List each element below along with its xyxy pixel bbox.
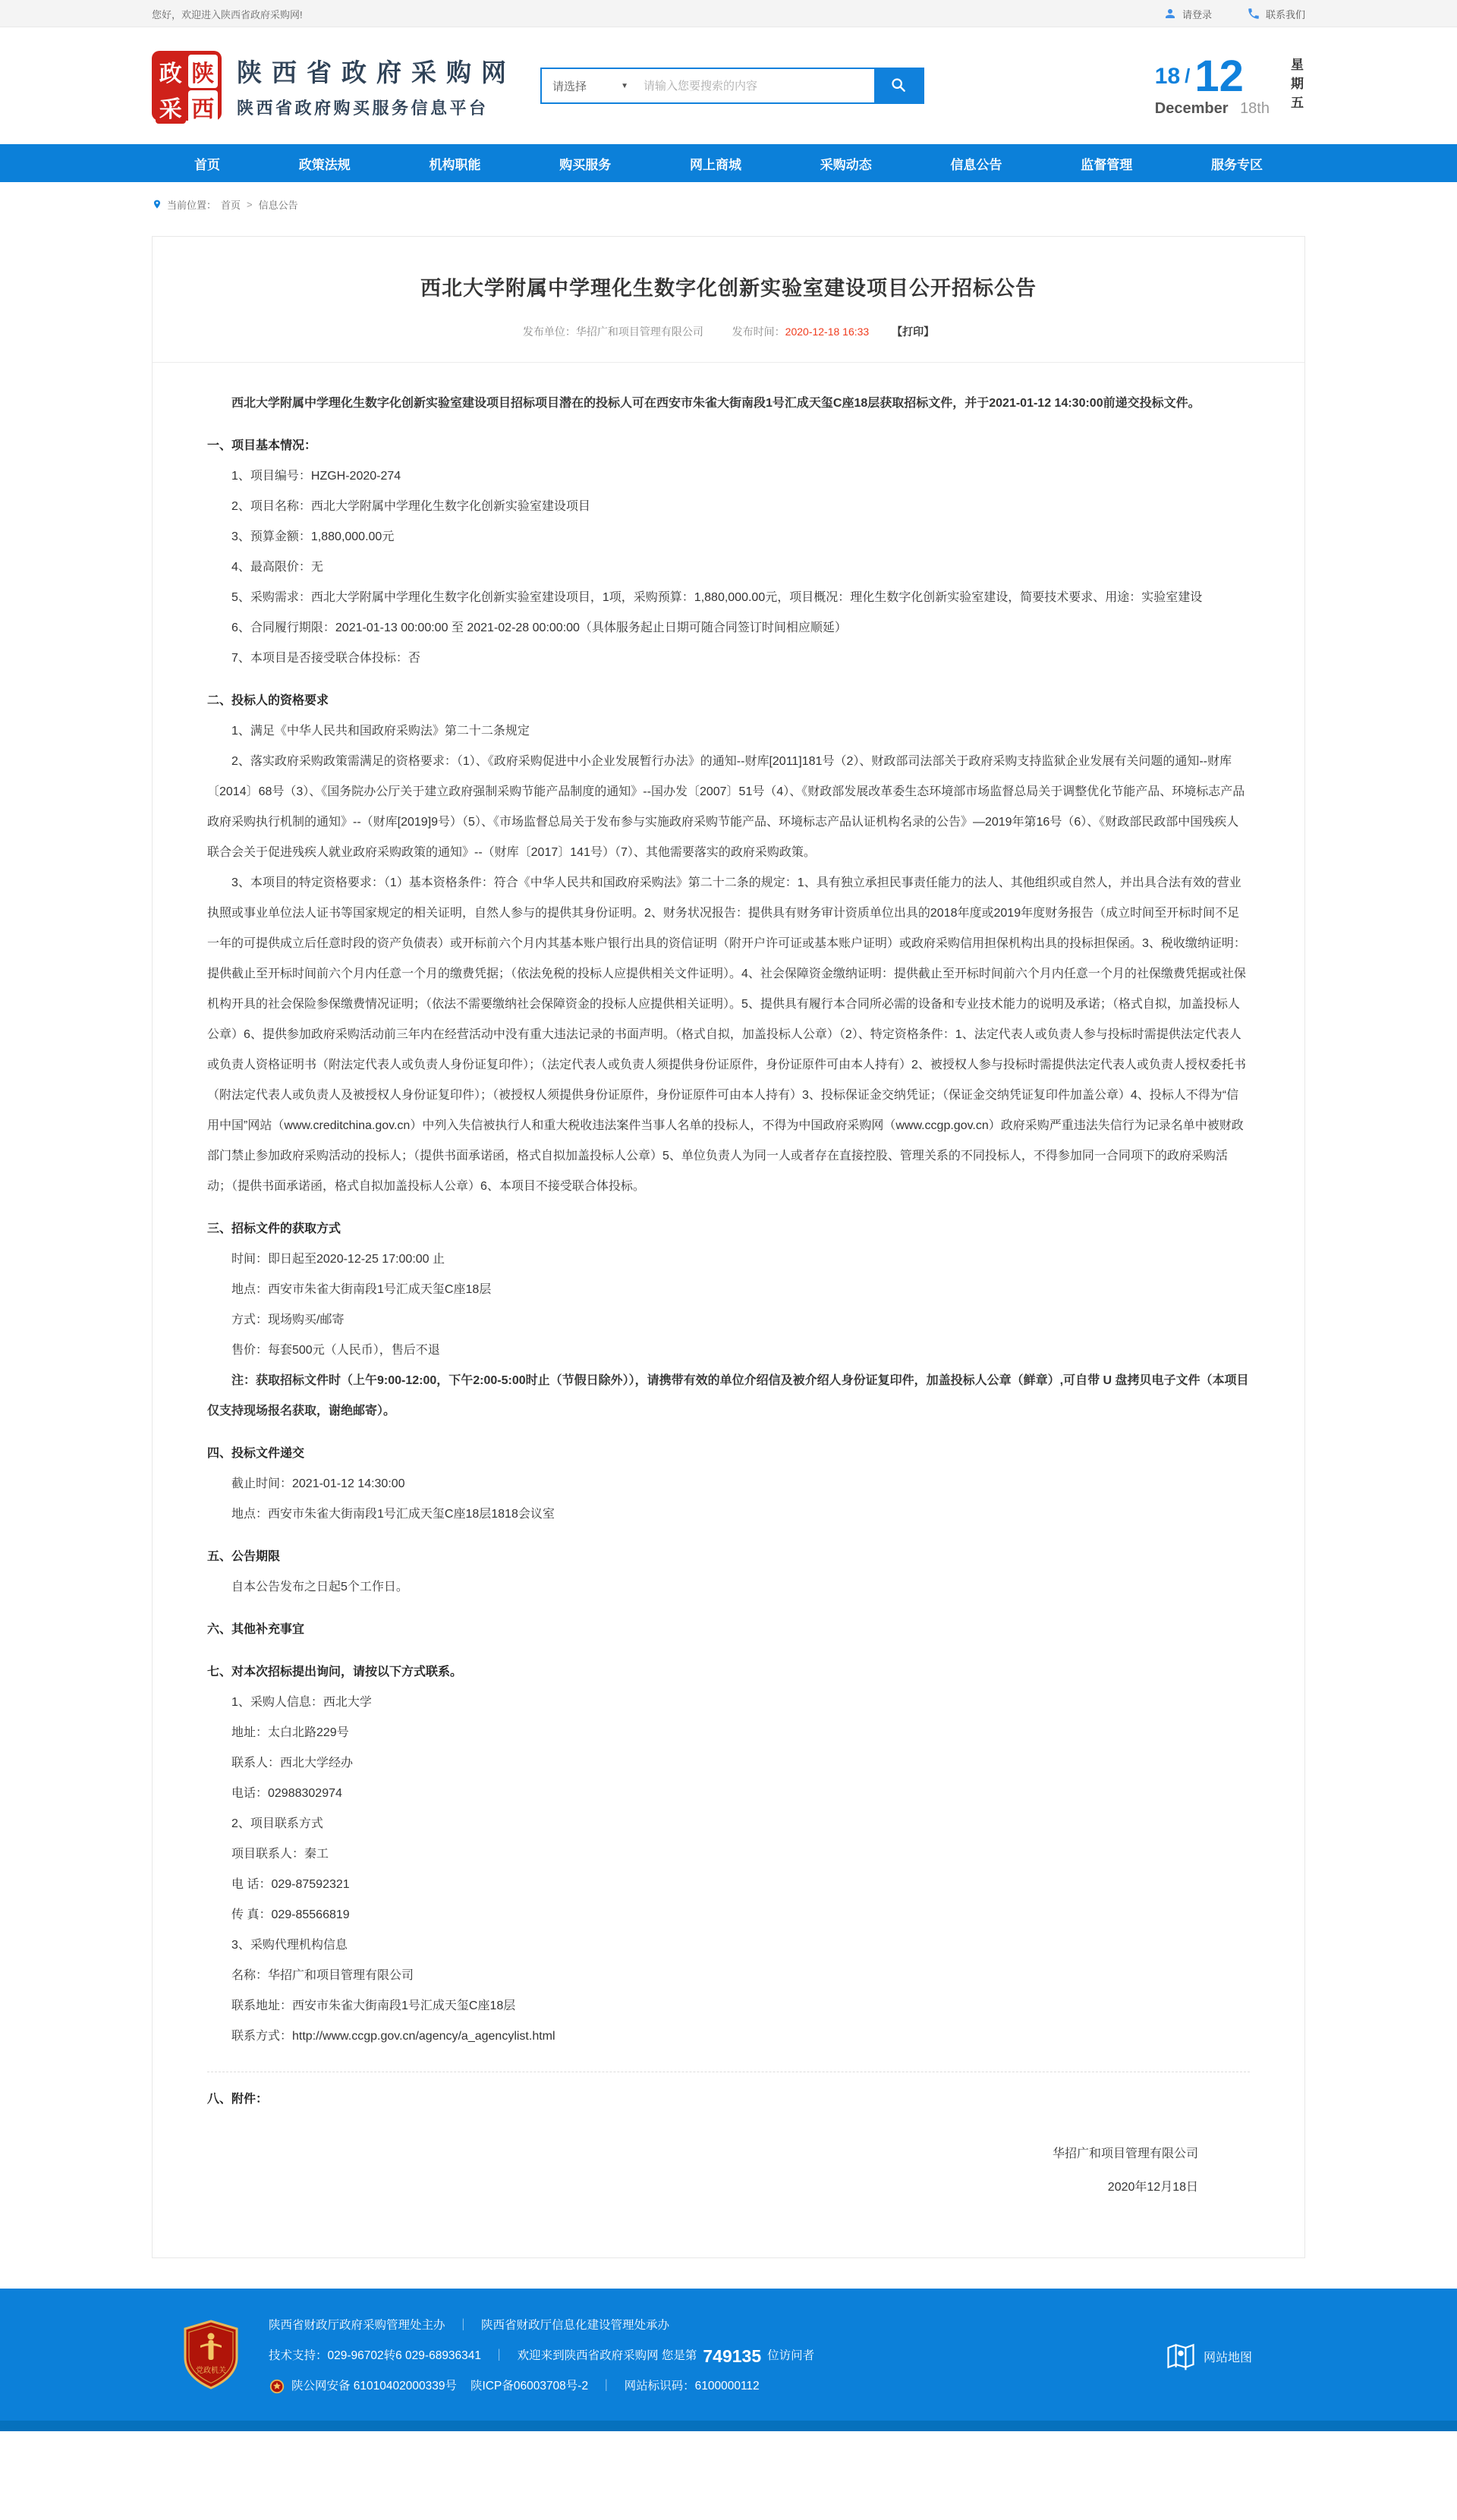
signature-block	[153, 2115, 1304, 2257]
topbar	[0, 0, 1457, 27]
footer-line-2: 技术支持：029-96702转6 029-68936341 ｜ 欢迎来到陕西省政府采购网 您是第 749135 位访问者	[269, 2346, 815, 2366]
section-heading: 四、投标文件递交	[207, 1447, 305, 1460]
site-title: 陕西省政府采购网	[237, 58, 516, 87]
search-category-select[interactable]: 请选择 ▼	[552, 80, 628, 93]
section-heading: 二、投标人的资格要求	[207, 694, 329, 707]
article-meta	[198, 324, 1259, 339]
breadcrumb-home[interactable]: 首页	[221, 200, 241, 211]
site-header	[0, 27, 1457, 144]
section-heading: 八、附件：	[207, 2093, 269, 2106]
publish-time: 2020-12-18 16:33	[785, 326, 870, 338]
date-display: 18 / 12 December 18th 星期五	[1155, 55, 1305, 118]
location-pin-icon	[152, 198, 162, 211]
site-subtitle: 陕西省政府购买服务信息平台	[237, 98, 489, 118]
nav-item-8[interactable]: 监督管理	[1081, 157, 1133, 172]
article-paragraph: 2、落实政府采购政策需满足的资格要求：（1）、《政府采购促进中小企业发展暂行办法》的通知--财库[2011]181号（2）、财政部司法部关于政府采购支持监狱企业发展有关问题的通知--财库〔2014〕68号（3）、《国务院办公厅关于建立政府强制采购节能产品制度的通知》--国办发〔2007〕51号（4）、《财政部发展改革委生态环境部市场监督总局关于调整优化节能产品、环境标志产品政府采购执行机制的通知》--（财库[2019]9号）（5）、《市场监督总局关于发布参与实施政府采购节能产品、环境标志产品认证机构名录的公告》—2019年第16号（6）、《财政部民政部中国残疾人联合会关于促进残疾人就业政府采购政策的通知》--（财库〔2017〕141号）（7）、其他需要落实的政府采购政策。	[207, 755, 1245, 859]
article-paragraph: 名称：华招广和项目管理有限公司	[231, 1969, 414, 1982]
contact-link[interactable]: 联系我们	[1247, 7, 1305, 21]
nav-item-6[interactable]: 采购动态	[820, 157, 872, 172]
article-paragraph: 5、采购需求：西北大学附属中学理化生数字化创新实验室建设项目，1项，采购预算：1,880,000.00元，项目概况：理化生数字化创新实验室建设，简要技术要求、用途：实验室建设	[231, 591, 1203, 604]
nav-item-9[interactable]: 服务专区	[1211, 157, 1263, 172]
nav-item-7[interactable]: 信息公告	[950, 157, 1002, 172]
article-paragraph: 项目联系人：秦工	[231, 1848, 329, 1861]
article-paragraph: 电 话：029-87592321	[231, 1878, 350, 1891]
page-footer	[0, 2289, 1457, 2431]
sitemap-link[interactable]: 网站地图	[1164, 2339, 1252, 2373]
article-title: 西北大学附属中学理化生数字化创新实验室建设项目公开招标公告	[420, 277, 1037, 300]
article-paragraph: 地点：西安市朱雀大街南段1号汇成天玺C座18层	[231, 1283, 492, 1296]
police-badge-icon	[269, 2378, 285, 2395]
publisher-name: 华招广和项目管理有限公司	[575, 326, 703, 338]
nav-item-4[interactable]: 购买服务	[559, 157, 612, 172]
article-paragraph: 6、合同履行期限：2021-01-13 00:00:00 至 2021-02-28 00:00:00（具体服务起止日期可随合同签订时间相应顺延）	[231, 621, 847, 634]
article-paragraph: 联系人：西北大学经办	[231, 1757, 354, 1770]
search-input[interactable]	[639, 69, 874, 102]
beian-link-1[interactable]: 陕公网安备 61010402000339号	[291, 2380, 457, 2393]
user-icon	[1163, 7, 1177, 20]
article-paragraph: 联系方式：http://www.ccgp.gov.cn/agency/a_agencylist.html	[231, 2030, 555, 2043]
section-heading: 一、项目基本情况：	[207, 439, 317, 452]
nav-item-5[interactable]: 网上商城	[690, 157, 741, 172]
site-id-code: 网站标识码：6100000112	[624, 2380, 760, 2393]
site-brand[interactable]	[152, 51, 516, 121]
svg-text:党政机关: 党政机关	[196, 2366, 226, 2375]
beian-link-2[interactable]: 陕ICP备06003708号-2	[470, 2380, 589, 2393]
article-paragraph: 电话：02988302974	[231, 1787, 342, 1800]
gov-emblem-icon	[182, 2320, 240, 2393]
article-paragraph: 1、满足《中华人民共和国政府采购法》第二十二条规定	[231, 725, 530, 738]
article-body	[153, 363, 1304, 2115]
article-paragraph: 联系地址：西安市朱雀大街南段1号汇成天玺C座18层	[231, 1999, 516, 2012]
footer-line-1: 陕西省财政厅政府采购管理处主办 ｜ 陕西省财政厅信息化建设管理处承办	[269, 2319, 670, 2332]
article-paragraph: 截止时间：2021-01-12 14:30:00	[231, 1477, 405, 1490]
main-nav-bar	[0, 144, 1457, 182]
search-bar	[540, 68, 924, 104]
article-paragraph: 地址：太白北路229号	[231, 1726, 349, 1739]
footer-line-3: 陕公网安备 61010402000339号 陕ICP备06003708号-2 ｜ 网站标识码：6100000112	[269, 2375, 814, 2398]
print-button[interactable]: 【打印】	[892, 326, 935, 338]
section-heading: 六、其他补充事宜	[207, 1623, 305, 1636]
breadcrumb-current: 信息公告	[258, 200, 298, 211]
sitemap-map-icon	[1164, 2339, 1197, 2373]
search-icon	[890, 77, 907, 96]
article-paragraph: 自本公告发布之日起5个工作日。	[231, 1581, 408, 1593]
login-link[interactable]: 请登录	[1163, 7, 1212, 21]
nav-item-3[interactable]: 机构职能	[429, 157, 481, 172]
article-paragraph: 3、本项目的特定资格要求：（1）基本资格条件：符合《中华人民共和国政府采购法》第二十二条的规定：1、具有独立承担民事责任能力的法人、其他组织或自然人，并出具合法有效的营业执照或事业单位法人证书等国家规定的相关证明，自然人参与的提供其身份证明。2、财务状况报告：提供具有财务审计资质单位出具的2018年度或2019年度财务报告（成立时间至开标时间不足一年的可提供成立后任意时段的资产负债表）或开标前六个月内其基本账户银行出具的资信证明（附开户许可证或基本账户证明）或政府采购信用担保机构出具的投标担保函。3、税收缴纳证明：提供截止至开标时间前六个月内任意一个月的缴费凭据；（依法免税的投标人应提供相关文件证明）。4、社会保障资金缴纳证明：提供截止至开标时间前六个月内任意一个月的社保缴费凭据或社保机构开具的社会保险参保缴费情况证明；（依法不需要缴纳社会保障资金的投标人应提供相关证明）。5、提供具有履行本合同所必需的设备和专业技术能力的说明及承诺；（格式自拟，加盖投标人公章）6、提供参加政府采购活动前三年内在经营活动中没有重大违法记录的书面声明。（格式自拟，加盖投标人公章）（2）、特定资格条件：1、法定代表人或负责人参与投标时需提供法定代表人或负责人资格证明书（附法定代表人或负责人身份证复印件）；（法定代表人或负责人须提供身份证原件，身份证原件可由本人持有）2、被授权人参与投标时需提供法定代表人或负责人授权委托书（附法定代表人或负责人及被授权人身份证复印件）；（被授权人须提供身份证原件，身份证原件可由本人持有）3、投标保证金交纳凭证；（保证金交纳凭证复印件加盖公章）4、投标人不得为“信用中国”网站（www.creditchina.gov.cn）中列入失信被执行人和重大税收违法案件当事人名单的投标人，不得为中国政府采购网（www.ccgp.gov.cn）政府采购严重违法失信行为记录名单中被财政部门禁止参加政府采购活动的投标人；（提供书面承诺函，格式自拟加盖投标人公章）5、单位负责人为同一人或者存在直接控股、管理关系的不同投标人，不得参加同一合同项下的政府采购活动；（提供书面承诺函，格式自拟加盖投标人公章）6、本项目不接受联合体投标。	[207, 876, 1246, 1193]
visitor-count: 749135	[703, 2346, 762, 2366]
site-logo: 政 陕 采 西	[152, 51, 222, 121]
phone-icon	[1247, 7, 1260, 20]
article-paragraph: 7、本项目是否接受联合体投标：否	[231, 652, 420, 665]
section-heading: 七、对本次招标提出询问，请按以下方式联系。	[207, 1666, 463, 1678]
article-paragraph: 2、项目名称：西北大学附属中学理化生数字化创新实验室建设项目	[231, 500, 590, 513]
section-heading: 三、招标文件的获取方式	[207, 1222, 341, 1235]
publisher-label: 发布单位：	[522, 326, 576, 338]
article-paragraph: 1、项目编号：HZGH-2020-274	[231, 470, 401, 483]
welcome-text: 您好，欢迎进入陕西省政府采购网!	[152, 8, 303, 20]
breadcrumb: 当前位置： 首页 > 信息公告	[152, 182, 1305, 225]
nav-item-2[interactable]: 政策法规	[298, 157, 351, 172]
article-paragraph: 方式：现场购买/邮寄	[231, 1313, 345, 1326]
article-paragraph: 西北大学附属中学理化生数字化创新实验室建设项目招标项目潜在的投标人可在西安市朱雀大街南段1号汇成天玺C座18层获取招标文件，并于2021-01-12 14:30:00前递交投标文件。	[231, 397, 1201, 410]
footer-bottom-strip	[0, 2421, 1457, 2431]
section-heading: 五、公告期限	[207, 1550, 281, 1563]
article-paragraph: 地点：西安市朱雀大街南段1号汇成天玺C座18层1818会议室	[231, 1508, 555, 1521]
nav-item-1[interactable]: 首页	[194, 157, 220, 172]
article-paragraph: 3、预算金额：1,880,000.00元	[231, 530, 395, 543]
signature-company: 华招广和项目管理有限公司	[1052, 2147, 1198, 2160]
article-paragraph: 售价：每套500元（人民币），售后不退	[231, 1344, 440, 1357]
main-nav	[152, 144, 1305, 182]
chevron-down-icon: ▼	[621, 81, 628, 90]
article-paragraph: 1、采购人信息：西北大学	[231, 1696, 372, 1709]
article-paragraph: 2、项目联系方式	[231, 1817, 323, 1830]
announcement-card	[152, 236, 1305, 2258]
article-paragraph: 传 真：029-85566819	[231, 1908, 350, 1921]
search-button[interactable]	[874, 69, 923, 102]
publish-time-label: 发布时间：	[732, 326, 785, 338]
signature-date: 2020年12月18日	[1107, 2181, 1198, 2194]
weekday-label: 星期五	[1289, 57, 1303, 115]
article-paragraph: 时间：即日起至2020-12-25 17:00:00 止	[231, 1253, 445, 1266]
article-paragraph: 4、最高限价：无	[231, 561, 323, 574]
article-paragraph: 注：获取招标文件时（上午9:00-12:00，下午2:00-5:00时止（节假日除外）），请携带有效的单位介绍信及被介绍人身份证复印件，加盖投标人公章（鲜章）,可自带 U 盘拷贝电子文件（本项目仅支持现场报名获取，谢绝邮寄）。	[207, 1374, 1249, 1417]
article-paragraph: 3、采购代理机构信息	[231, 1939, 348, 1952]
